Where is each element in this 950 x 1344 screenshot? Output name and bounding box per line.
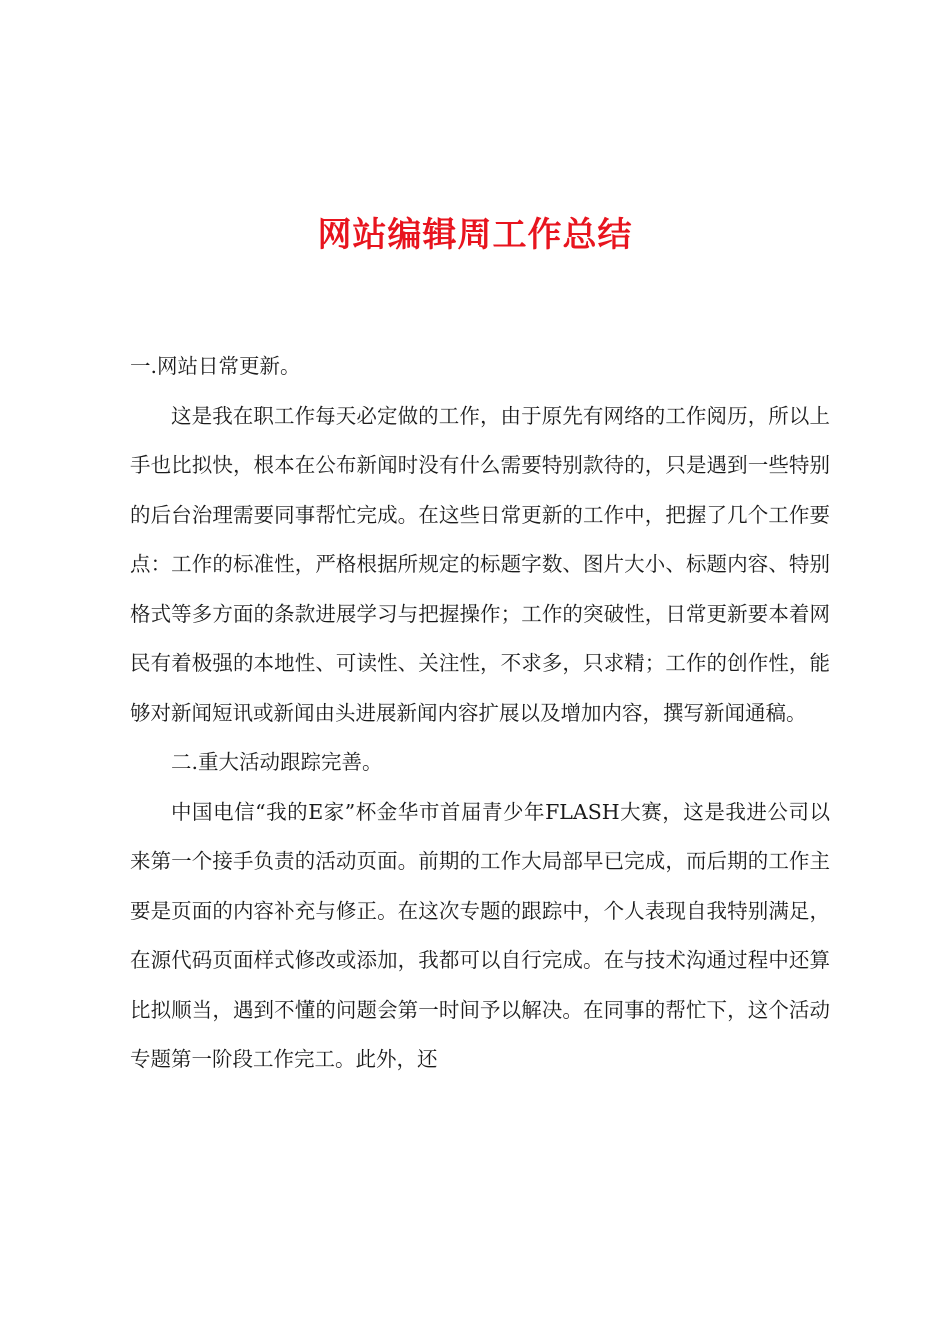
section-heading-2: 二.重大活动跟踪完善。 — [171, 750, 383, 774]
document-body — [130, 342, 830, 1085]
document-title: 网站编辑周工作总结 — [317, 215, 633, 255]
section-heading-1: 一.网站日常更新。 — [130, 354, 301, 378]
section-paragraph-1: 这是我在职工作每天必定做的工作，由于原先有网络的工作阅历，所以上手也比拟快，根本在公布新闻时没有什么需要特别款待的，只是遇到一些特别的后台治理需要同事帮忙完成。在这些日常更新的工作中，把握了几个工作要点：工作的标准性，严格根据所规定的标题字数、图片大小、标题内容、特别格式等多方面的条款进展学习与把握操作；工作的突破性，日常更新要本着网民有着极强的本地性、可读性、关注性，不求多，只求精；工作的创作性，能够对新闻短讯或新闻由头进展新闻内容扩展以及增加内容，撰写新闻通稿。 — [130, 403, 830, 725]
section-paragraph-2: 中国电信“我的E家”杯金华市首届青少年FLASH大赛，这是我进公司以来第一个接手负责的活动页面。前期的工作大局部早已完成，而后期的工作主要是页面的内容补充与修正。在这次专题的跟踪中，个人表现自我特别满足，在源代码页面样式修改或添加，我都可以自行完成。在与技术沟通过程中还算比拟顺当，遇到不懂的问题会第一时间予以解决。在同事的帮忙下，这个活动专题第一阶段工作完工。此外，还 — [130, 799, 830, 1071]
